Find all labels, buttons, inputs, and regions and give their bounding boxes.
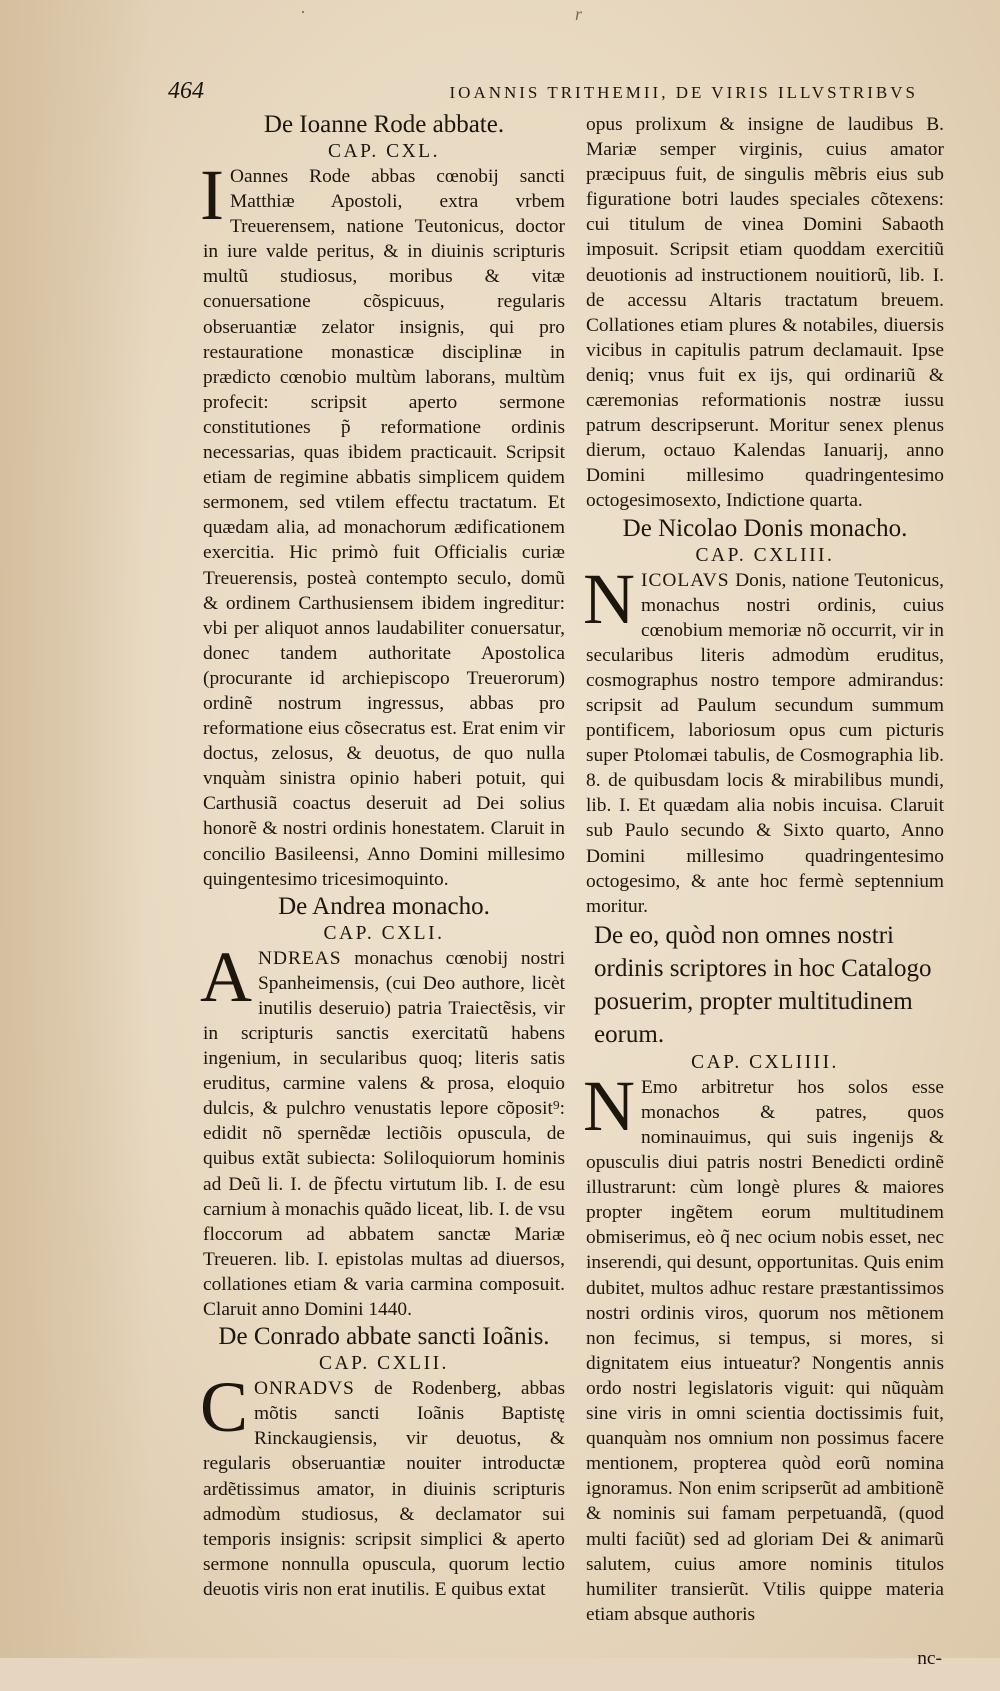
section-title: De eo, quòd non omnes nostri ordinis scriptores in hoc Catalogo posuerim, propter multitudinem eorum. <box>594 921 932 1048</box>
right-column <box>583 112 944 1691</box>
drop-initial: N <box>583 1065 635 1146</box>
chapter-number: CAP. CXL. <box>328 141 440 162</box>
continued-text: opus prolixum & insigne de laudibus B. Mariæ semper virginis, cuius amator præcipuus fuit, de singulis mẽbris eius sub figuratione botri laudes speciales cõtexens: cui titulum de vinea Domini Sabaoth imposuit. Scripsit etiam quoddam exercitiũ deuotionis ad instructionem nouitiorũ, lib. I. de accessu Altaris tractatum breuem. Collationes etiam plures & notabiles, diuersis vicibus in capitulis patrum declamauit. Ipse deniq; vnus fuit ex ijs, qui ordinariũ & cæremonias reformationis nostræ iussu patrum descripserunt. Moritur senex plenus dierum, octauo Kalendas Ianuarij, anno Domini millesimo quadringentesimo octogesimosexto, Indictione quarta. <box>586 114 944 512</box>
lead-word: NDREAS <box>258 947 342 969</box>
chapter-number: CAP. CXLII. <box>319 1353 449 1375</box>
page-header <box>168 78 918 110</box>
section-title: De Ioanne Rode abbate. <box>263 111 505 138</box>
left-column <box>200 110 565 1602</box>
section-title: De Nicolao Donis monacho. <box>622 514 908 542</box>
drop-initial: N <box>583 558 635 639</box>
lead-word: ICOLAVS <box>641 569 730 591</box>
top-right-mark: r <box>575 4 583 24</box>
chapter-number: CAP. CXLI. <box>323 922 445 944</box>
section-body <box>200 155 565 892</box>
chapter-number: CAP. CXLIIII. <box>691 1051 839 1073</box>
section-text: Oannes Rode abbas cœnobij sancti Matthiæ Apostoli, extra vrbem Treuerensem, natione Teutonicus, doctor in iure valde peritus, & in diuinis scripturis multũ studiosus, moribus & vitæ conuersatione cõspicuus, regularis obseruantiæ zelator insignis, qui pro restauratione monasticæ disciplinæ in prædicto cœnobio multùm laborans, multùm profecit: scripsit aperto sermone constitutiones p̃ reformatione ordinis necessarias, quas ibidem practicauit. Scripsit etiam de regimine abbatis simplicem quidem sermonem, sed vtilem effectu tractatum. Et quædam alia, ad monachorum ædificationem exercitia. Hic primò fuit Officialis curiæ Treuerensis, posteà contempto seculo, domũ & ordinem Carthusiensem ibidem ingreditur: vbi per aliquot annos laudabiliter conuersatur, donec tandem authoritate Apostolica (procurante id archiepiscopo Treuerorum) ordinẽ nostrum ingressus, abbas pro reformatione eius cõsecratus est. Erat enim vir doctus, zelosus, & deuotus, de quo nulla vnquàm sinistra opinio haberi potuit, qui Carthusiã coactus deseruit ad Dei solius honorẽ & nostri ordinis honestatem. Claruit in concilio Basileensi, Anno Domini millesimo quingentesimo tricesimoquinto. <box>203 166 565 890</box>
section-text: Donis, natione Teutonicus, monachus nostri ordinis, cuius cœnobium memoriæ nõ occurrit, vir in secularibus literis admodùm eruditus, cosmographus nostro tempore admirandus: scripsit ad Paulum secundum summum pontificem, laboriosum opus cum picturis super Ptolomæi tabulis, de Cosmographia lib. 8. de quibusdam locis & mirabilibus mundi, lib. I. Et quædam alia nobis incuisa. Claruit sub Paulo secundo & Sixto quarto, Anno Domini millesimo quadringentesimo octogesimo, & ante hoc fermè septennium moritur. <box>586 569 944 917</box>
top-left-mark: · <box>300 2 306 22</box>
page-gutter-shadow <box>0 0 150 1658</box>
drop-initial: I <box>200 155 224 235</box>
section-body <box>200 936 565 1322</box>
section-body <box>583 1065 944 1627</box>
chapter-number: CAP. CXLIII. <box>695 544 835 566</box>
section-body <box>583 558 944 919</box>
section-text: monachus cœnobij nostri Spanheimensis, (cui Deo authore, licèt inutilis deseruio) patria Traiectẽsis, vir in scripturis sanctis exercitatũ habens ingenium, in secularibus quoq; literis satis eruditus, carmine valens & prosa, eloquio dulcis, & pulchro venustatis lepore cõposit⁹: edidit nõ spernẽdæ lectiõis opuscula, de quibus extãt subiecta: Soliloquiorum hominis ad Deũ li. I. de p̃fectu virtutum lib. I. de esu carnium à monachis quãdo liceat, lib. I. de vsu floccorum ad abbatem sanctæ Mariæ Treueren. lib. I. epistolas multas ad diuersos, collationes etiam & varia carmina composuit. Claruit anno Domini 1440. <box>203 947 565 1321</box>
section-text: Emo arbitretur hos solos esse monachos & patres, quos nominauimus, qui suis ingenijs & opusculis diui patris nostri Benedicti ordinẽ illustrarunt: cùm longè plures & maiores propter ingẽtem eorum multitudinem obmiserimus, eò q̃ nec ocium nobis esset, nec inserendi, qui desunt, opportunitas. Quis enim dubitet, multos adhuc restare præstantissimos nostri ordinis viros, quorum nos mẽtionem non fecimus, si tempus, si mores, si dignitatem eius intueatur? Nongentis annis ordo nostri legislatoris viguit: qui nũquàm sine viris in omni scientia doctissimis fuit, quanquàm nos omnium non possimus facere mentionem, propterea quòd eorũ nomina ignoramus. Non enim scripserũt ad ambitionẽ & nominis sui famam perpetuandã, (quod multi faciũt) sed ad gloriam Dei & animarũ salutem, cuius amore nominis titulos humiliter transierũt. Vtilis quippe materia etiam absque authoris <box>586 1076 944 1625</box>
running-head: IOANNIS TRITHEMII, DE VIRIS ILLVSTRIBVS <box>449 83 918 102</box>
section-title: De Conrado abbate sancti Ioãnis. <box>218 1323 550 1351</box>
section-body <box>200 1367 565 1602</box>
drop-initial: C <box>200 1367 249 1448</box>
drop-initial: A <box>200 936 252 1017</box>
page-number: 464 <box>168 78 204 104</box>
lead-word: ONRADVS <box>254 1378 355 1400</box>
catchword: nc- <box>917 1648 942 1670</box>
section-title: De Andrea monacho. <box>278 892 490 920</box>
section-text: de Rodenberg, abbas mõtis sancti Ioãnis Baptistę Rinckaugiensis, vir deuotus, & regularis obseruantiæ nouiter introductæ ardẽtissimus amator, in diuinis scripturis admodùm studiosus, & declamator sui temporis insignis: scripsit simplici & aperto sermone nonnulla opuscula, quorum lectio deuotis viris non erat inutilis. E quibus extat <box>203 1378 565 1600</box>
